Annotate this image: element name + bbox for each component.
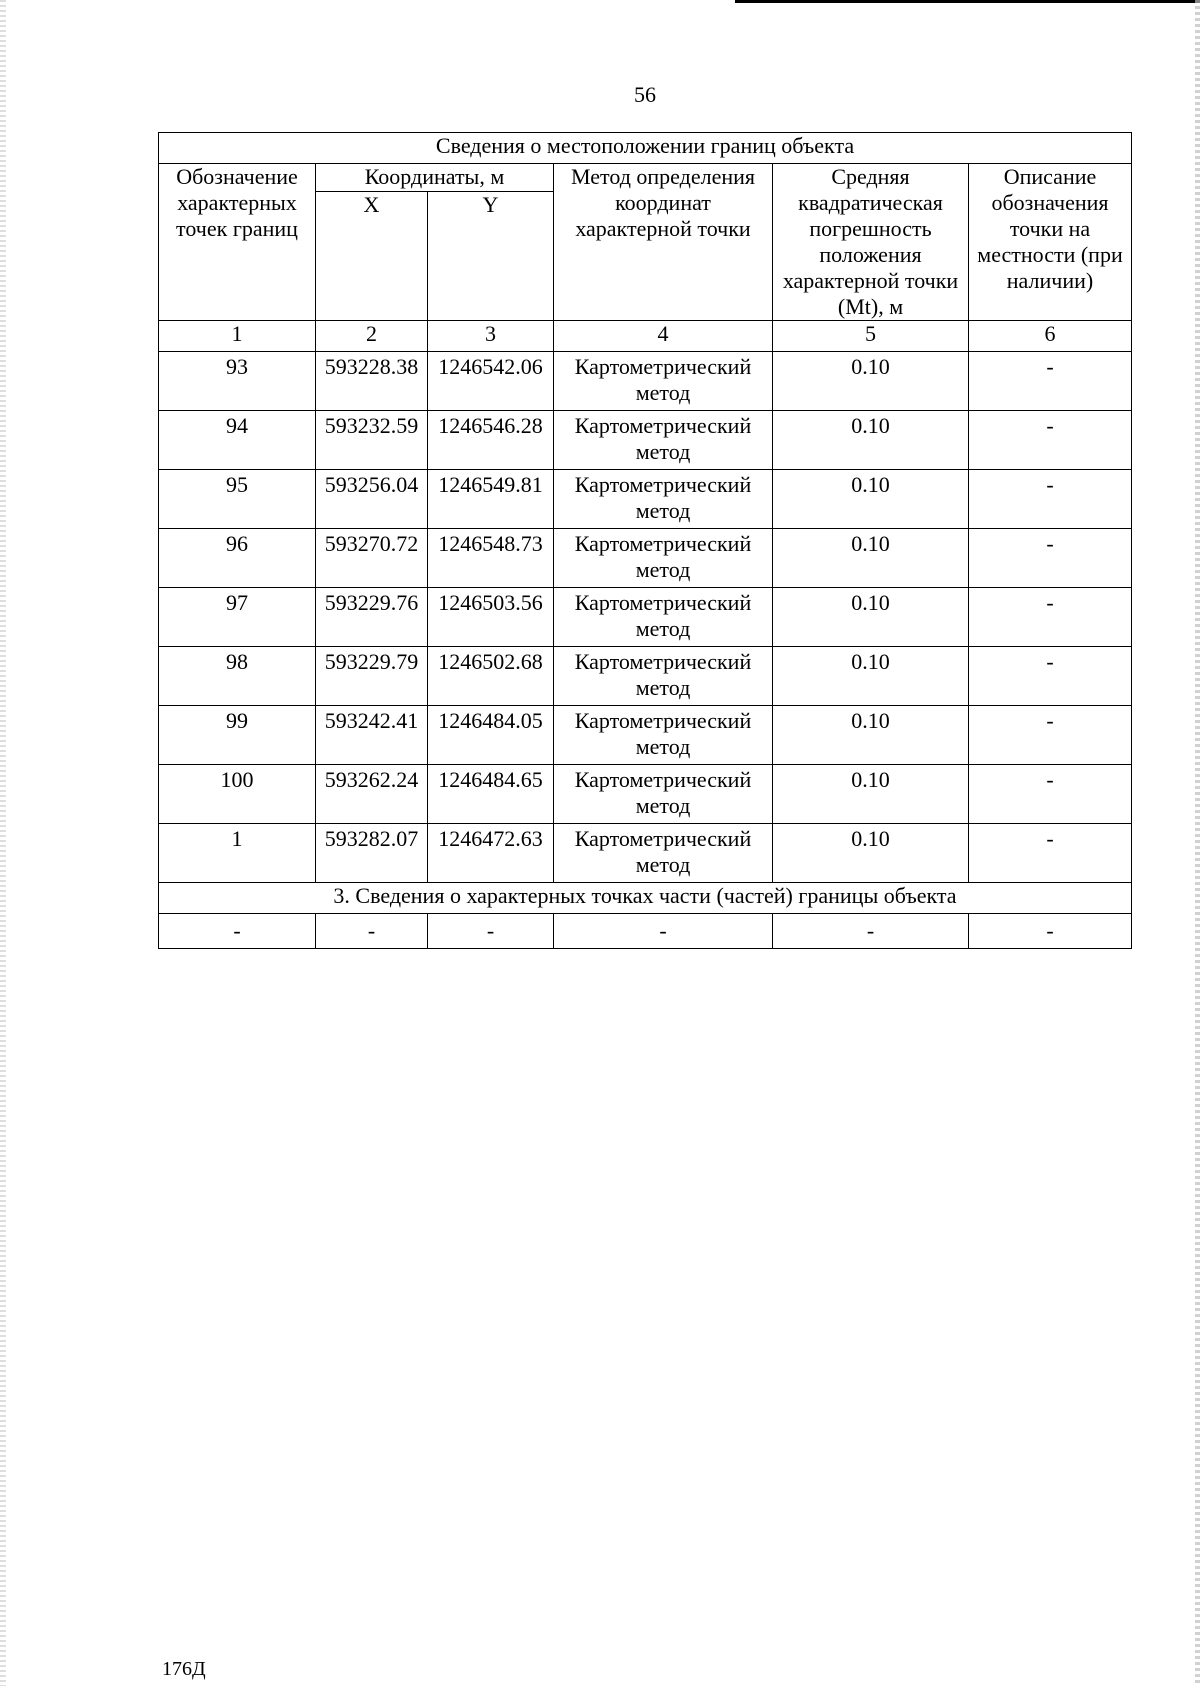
header-description: Описание обозначения точки на местности (при наличии): [969, 164, 1132, 321]
table-row: [159, 411, 1132, 470]
point-cell: 94: [159, 411, 316, 470]
mse-cell: 0.10: [773, 824, 969, 883]
table-row: [159, 706, 1132, 765]
header-y: Y: [428, 192, 554, 321]
table-row: [159, 529, 1132, 588]
y-coordinate-cell: 1246503.56: [428, 588, 554, 647]
y-coordinate-cell: 1246502.68: [428, 647, 554, 706]
y-coordinate-cell: 1246549.81: [428, 470, 554, 529]
empty-value-cell: -: [969, 914, 1132, 949]
point-cell: 99: [159, 706, 316, 765]
empty-value-cell: -: [554, 914, 773, 949]
mse-cell: 0.10: [773, 765, 969, 824]
table-row: [159, 824, 1132, 883]
x-coordinate-cell: 593232.59: [316, 411, 428, 470]
boundary-table: [158, 132, 1132, 949]
section3-title-row: [159, 883, 1132, 914]
header-row: [159, 164, 1132, 192]
table-row: [159, 647, 1132, 706]
mse-cell: 0.10: [773, 411, 969, 470]
page-number: 56: [634, 82, 656, 107]
description-cell: -: [969, 765, 1132, 824]
header-x: X: [316, 192, 428, 321]
mse-cell: 0.10: [773, 470, 969, 529]
column-number: 4: [554, 321, 773, 352]
mse-cell: 0.10: [773, 529, 969, 588]
x-coordinate-cell: 593242.41: [316, 706, 428, 765]
point-cell: 98: [159, 647, 316, 706]
y-coordinate-cell: 1246472.63: [428, 824, 554, 883]
point-cell: 97: [159, 588, 316, 647]
column-number-row: [159, 321, 1132, 352]
column-number: 2: [316, 321, 428, 352]
description-cell: -: [969, 470, 1132, 529]
y-coordinate-cell: 1246548.73: [428, 529, 554, 588]
y-coordinate-cell: 1246542.06: [428, 352, 554, 411]
mse-cell: 0.10: [773, 706, 969, 765]
point-cell: 1: [159, 824, 316, 883]
description-cell: -: [969, 529, 1132, 588]
method-cell: Картометрический метод: [554, 765, 773, 824]
x-coordinate-cell: 593228.38: [316, 352, 428, 411]
header-method: Метод определения координат характерной точки: [554, 164, 773, 321]
mse-cell: 0.10: [773, 352, 969, 411]
description-cell: -: [969, 706, 1132, 765]
header-designation: Обозначение характерных точек границ: [159, 164, 316, 321]
method-cell: Картометрический метод: [554, 647, 773, 706]
table-row: [159, 588, 1132, 647]
y-coordinate-cell: 1246484.65: [428, 765, 554, 824]
point-cell: 95: [159, 470, 316, 529]
x-coordinate-cell: 593262.24: [316, 765, 428, 824]
boundary-table-body: [159, 133, 1132, 949]
y-coordinate-cell: 1246546.28: [428, 411, 554, 470]
y-coordinate-cell: 1246484.05: [428, 706, 554, 765]
description-cell: -: [969, 824, 1132, 883]
column-number: 5: [773, 321, 969, 352]
description-cell: -: [969, 411, 1132, 470]
method-cell: Картометрический метод: [554, 706, 773, 765]
table-title-row: [159, 133, 1132, 164]
column-number: 3: [428, 321, 554, 352]
empty-value-cell: -: [428, 914, 554, 949]
section3-empty-row: [159, 914, 1132, 949]
x-coordinate-cell: 593229.76: [316, 588, 428, 647]
description-cell: -: [969, 647, 1132, 706]
x-coordinate-cell: 593229.79: [316, 647, 428, 706]
table-title: Сведения о местоположении границ объекта: [159, 133, 1132, 164]
method-cell: Картометрический метод: [554, 529, 773, 588]
table-row: [159, 765, 1132, 824]
column-number: 6: [969, 321, 1132, 352]
section3-title: 3. Сведения о характерных точках части (частей) границы объекта: [159, 883, 1132, 914]
empty-value-cell: -: [159, 914, 316, 949]
scan-left-edge: [0, 0, 6, 1686]
point-cell: 93: [159, 352, 316, 411]
mse-cell: 0.10: [773, 588, 969, 647]
scan-right-edge: [1195, 0, 1200, 1686]
method-cell: Картометрический метод: [554, 352, 773, 411]
column-number: 1: [159, 321, 316, 352]
method-cell: Картометрический метод: [554, 411, 773, 470]
x-coordinate-cell: 593256.04: [316, 470, 428, 529]
method-cell: Картометрический метод: [554, 470, 773, 529]
header-mse: Средняя квадратическая погрешность положения характерной точки (Mt), м: [773, 164, 969, 321]
x-coordinate-cell: 593282.07: [316, 824, 428, 883]
empty-value-cell: -: [316, 914, 428, 949]
header-coordinates: Координаты, м: [316, 164, 554, 192]
x-coordinate-cell: 593270.72: [316, 529, 428, 588]
empty-value-cell: -: [773, 914, 969, 949]
mse-cell: 0.10: [773, 647, 969, 706]
top-border-line: [735, 0, 1200, 3]
table-row: [159, 470, 1132, 529]
method-cell: Картометрический метод: [554, 824, 773, 883]
description-cell: -: [969, 588, 1132, 647]
description-cell: -: [969, 352, 1132, 411]
point-cell: 96: [159, 529, 316, 588]
document-code: 176Д: [162, 1658, 206, 1680]
point-cell: 100: [159, 765, 316, 824]
method-cell: Картометрический метод: [554, 588, 773, 647]
table-row: [159, 352, 1132, 411]
